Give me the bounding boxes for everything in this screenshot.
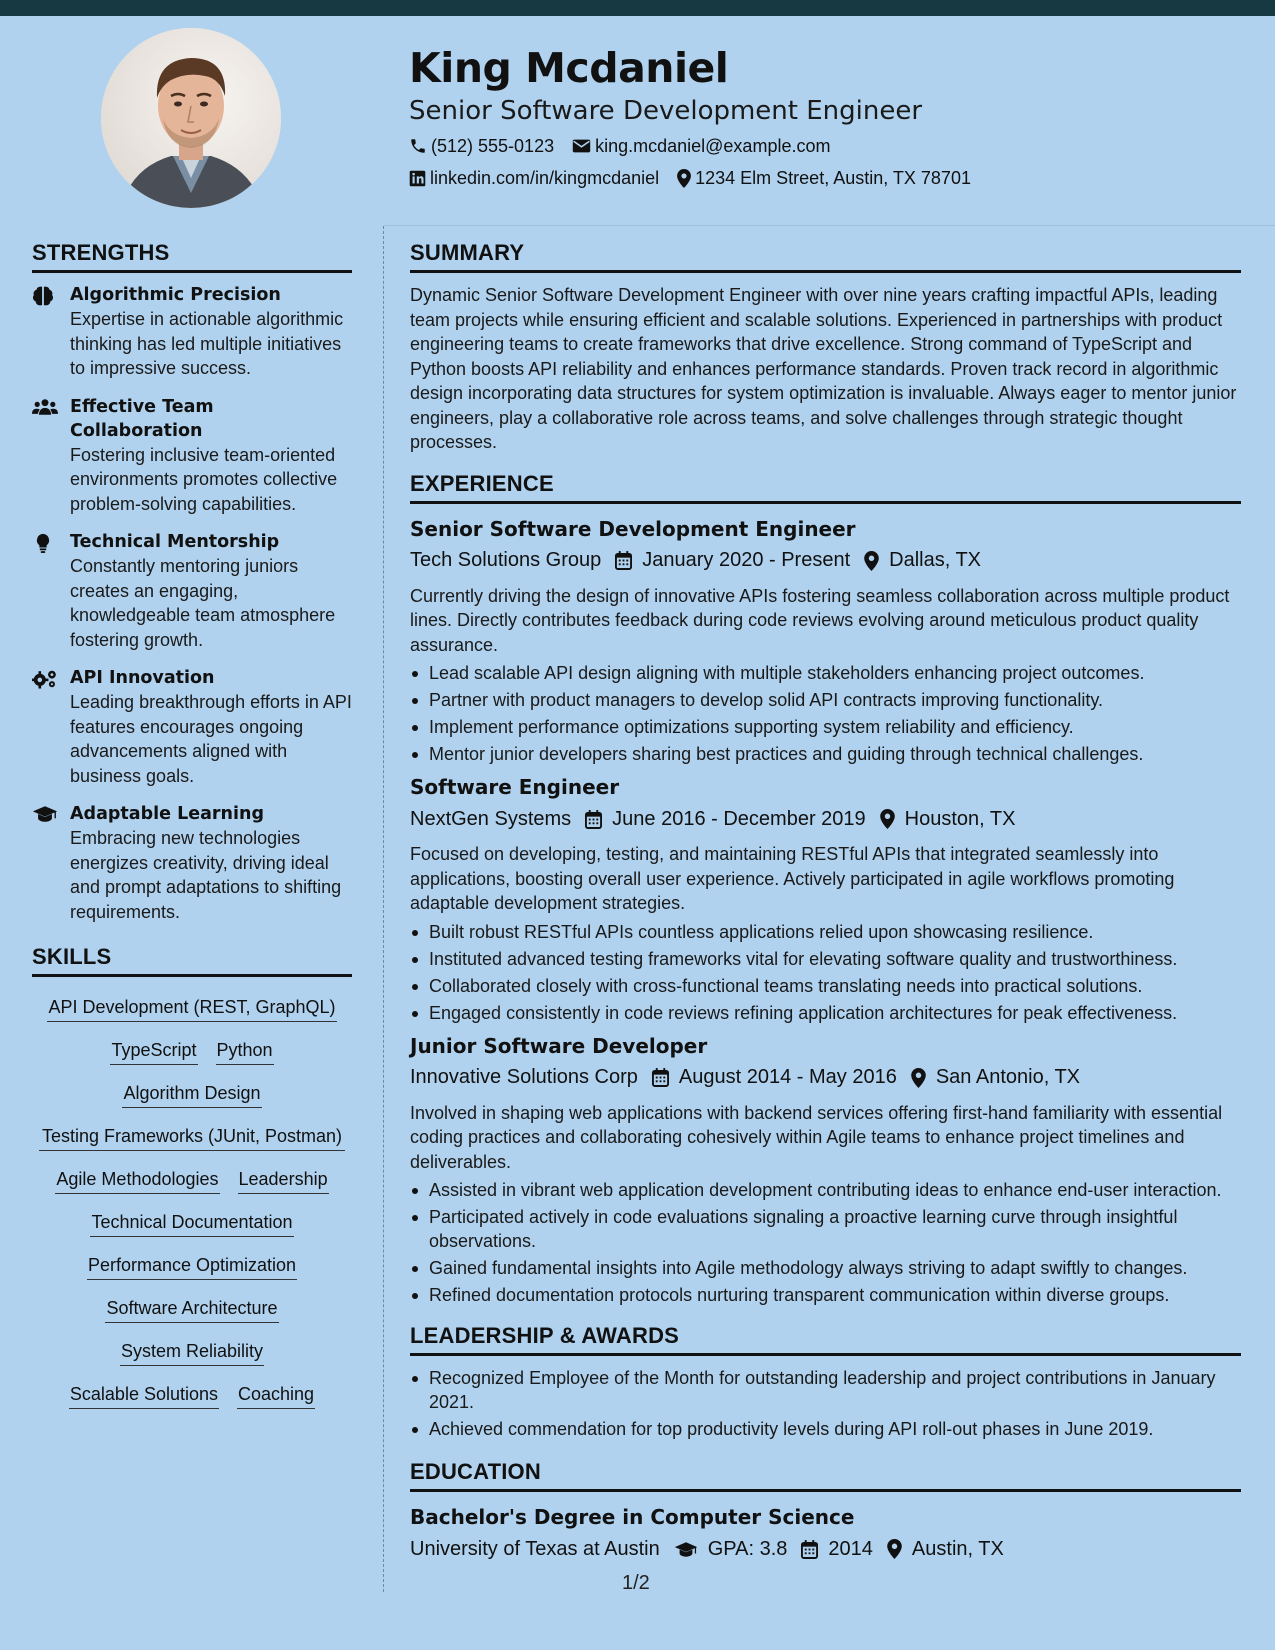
education-heading: EDUCATION	[410, 1459, 1241, 1492]
summary-heading: SUMMARY	[410, 240, 1241, 273]
skill-tag: Python	[216, 1038, 274, 1065]
job-bullet: Refined documentation protocols nurturing transparent communication within diverse groups.	[410, 1283, 1241, 1307]
linkedin-contact	[409, 168, 659, 189]
job-title: Junior Software Developer	[410, 1033, 708, 1058]
strength-item	[32, 395, 352, 517]
job-bullet: Gained fundamental insights into Agile methodology always striving to adapt swiftly to changes.	[410, 1256, 1241, 1280]
strength-desc: Fostering inclusive team-oriented environments promotes collective problem-solving capabilities.	[70, 444, 338, 514]
header-divider	[384, 225, 1275, 226]
graduation-cap-icon	[32, 805, 58, 823]
address-contact	[677, 168, 971, 189]
skill-tag: Scalable Solutions	[69, 1382, 219, 1409]
skill-tag: System Reliability	[120, 1339, 264, 1366]
map-pin-icon	[880, 809, 895, 829]
strength-desc: Leading breakthrough efforts in API features encourages ongoing advancements aligned with business goals.	[70, 692, 352, 786]
job-entry	[410, 1031, 1241, 1308]
candidate-name: King Mcdaniel	[409, 44, 729, 92]
job-meta	[410, 802, 1241, 836]
education-meta	[410, 1532, 1241, 1566]
job-bullet: Partner with product managers to develop solid API contracts improving functionality.	[410, 688, 1241, 712]
skill-tag: Performance Optimization	[87, 1253, 297, 1280]
awards-heading: LEADERSHIP & AWARDS	[410, 1323, 1241, 1356]
skill-tag: TypeScript	[110, 1038, 197, 1065]
skill-tag: Algorithm Design	[122, 1081, 261, 1108]
job-bullet: Participated actively in code evaluations signaling a proactive learning curve through insightful observations.	[410, 1205, 1241, 1253]
map-pin-icon	[911, 1068, 926, 1088]
contact-row-2	[409, 162, 1249, 194]
awards-list	[410, 1366, 1241, 1441]
phone-contact	[409, 136, 554, 157]
job-entry	[410, 514, 1241, 767]
strength-title: Technical Mentorship	[70, 532, 280, 552]
skill-tag: Technical Documentation	[90, 1210, 293, 1237]
job-bullet: Assisted in vibrant web application development contributing ideas to enhance end-user interaction.	[410, 1178, 1241, 1202]
skills-list	[32, 987, 352, 1409]
award-item: Achieved commendation for top productivity levels during API roll-out phases in June 2019.	[410, 1417, 1241, 1441]
job-location: Dallas, TX	[889, 549, 982, 571]
skill-tag: API Development (REST, GraphQL)	[47, 995, 336, 1022]
job-bullet: Mentor junior developers sharing best practices and guiding through technical challenges.	[410, 742, 1241, 766]
skill-tag: Software Architecture	[105, 1296, 278, 1323]
address-text: 1234 Elm Street, Austin, TX 78701	[695, 167, 971, 188]
strength-title: Algorithmic Precision	[70, 285, 281, 305]
job-company: Tech Solutions Group	[410, 549, 602, 571]
lightbulb-icon	[32, 533, 54, 553]
page-number: 1/2	[622, 1572, 650, 1594]
phone-icon	[409, 137, 427, 155]
map-pin-icon	[864, 551, 879, 571]
gears-icon	[32, 669, 58, 689]
job-bullet: Implement performance optimizations supporting system reliability and efficiency.	[410, 715, 1241, 739]
job-meta	[410, 544, 1241, 578]
linkedin-text[interactable]: linkedin.com/in/kingmcdaniel	[430, 167, 660, 188]
strength-title: Effective Team Collaboration	[70, 396, 214, 441]
strength-title: API Innovation	[70, 668, 215, 688]
skill-tag: Coaching	[237, 1382, 315, 1409]
calendar-icon	[585, 810, 602, 829]
strength-desc: Constantly mentoring juniors creates an engaging, knowledgeable team atmosphere fostering growth.	[70, 556, 336, 650]
award-item: Recognized Employee of the Month for outstanding leadership and project contributions in January 2021.	[410, 1366, 1241, 1414]
job-description: Focused on developing, testing, and maintaining RESTful APIs that integrated seamlessly into applications, boosting overall user experience. Actively participated in agile workflows promoting adaptable development strategies.	[410, 844, 1175, 913]
job-title: Software Engineer	[410, 775, 620, 799]
job-company: Innovative Solutions Corp	[410, 1066, 638, 1088]
contact-row-1	[409, 130, 1249, 162]
map-pin-icon	[887, 1539, 902, 1559]
candidate-title: Senior Software Development Engineer	[409, 96, 923, 126]
graduation-cap-icon	[674, 1541, 698, 1558]
summary-text: Dynamic Senior Software Development Engineer with over nine years crafting impactful APIs, leading team projects while ensuring efficient and scalable solutions. Experienced in partnerships with product engineering teams to create frameworks that drive excellence. Strong command of TypeScript and Python boosts API reliability and enhances performance standards. Proven track record in algorithmic design incorporating data structures for system optimization is invaluable. Always eager to mentor junior engineers, play a collaborative role across teams, and solve challenges through strategic thought processes.	[410, 285, 1237, 452]
strength-desc: Embracing new technologies energizes creativity, driving ideal and prompt adaptations to shifting requirements.	[70, 828, 342, 922]
strength-item	[32, 530, 352, 652]
gpa-text: GPA: 3.8	[707, 1537, 788, 1560]
job-bullets	[410, 920, 1241, 1025]
map-pin-icon	[677, 169, 691, 188]
job-dates: January 2020 - Present	[642, 549, 851, 571]
job-description: Currently driving the design of innovative APIs fostering seamless collaboration across multiple product lines. Directly contributes feedback during code reviews evolving around meticulous product quality assurance.	[410, 585, 1230, 655]
job-dates: August 2014 - May 2016	[678, 1066, 897, 1088]
column-divider	[383, 226, 384, 1592]
email-text[interactable]: king.mcdaniel@example.com	[595, 135, 831, 156]
job-location: San Antonio, TX	[935, 1066, 1081, 1088]
job-bullet: Instituted advanced testing frameworks vital for elevating software quality and trustworthiness.	[410, 947, 1241, 971]
users-icon	[32, 398, 58, 416]
envelope-icon	[572, 138, 591, 154]
phone-text[interactable]: (512) 555-0123	[431, 135, 555, 156]
resume-header	[409, 42, 1249, 194]
strength-title: Adaptable Learning	[70, 804, 264, 824]
calendar-icon	[615, 551, 632, 570]
strength-desc: Expertise in actionable algorithmic thinking has led multiple initiatives to impressive success.	[70, 309, 344, 378]
school-name: University of Texas at Austin	[410, 1537, 660, 1560]
job-bullet: Engaged consistently in code reviews refining application architectures for peak effectiveness.	[410, 1001, 1241, 1025]
profile-photo	[101, 28, 281, 208]
education-year: 2014	[828, 1537, 873, 1560]
top-accent-bar	[0, 0, 1275, 16]
job-location: Houston, TX	[904, 807, 1016, 830]
job-bullets	[410, 1178, 1241, 1307]
skill-tag: Leadership	[238, 1167, 329, 1194]
main-column	[410, 240, 1241, 1572]
email-contact	[572, 136, 830, 157]
linkedin-icon	[409, 170, 426, 187]
job-title: Senior Software Development Engineer	[410, 516, 856, 541]
sidebar	[32, 240, 352, 1425]
job-bullets	[410, 661, 1241, 766]
strength-item	[32, 802, 352, 924]
job-dates: June 2016 - December 2019	[612, 807, 866, 830]
brain-icon	[32, 286, 54, 306]
job-entry	[410, 772, 1241, 1025]
skills-heading: SKILLS	[32, 944, 352, 977]
experience-heading: EXPERIENCE	[410, 471, 1241, 504]
strength-item	[32, 283, 352, 381]
degree-title: Bachelor's Degree in Computer Science	[410, 1505, 855, 1529]
job-bullet: Lead scalable API design aligning with multiple stakeholders enhancing project outcomes.	[410, 661, 1241, 685]
job-company: NextGen Systems	[410, 807, 572, 830]
calendar-icon	[652, 1068, 669, 1087]
skill-tag: Agile Methodologies	[55, 1167, 219, 1194]
job-meta	[410, 1061, 1241, 1095]
skill-tag: Testing Frameworks (JUnit, Postman)	[39, 1124, 345, 1151]
education-location: Austin, TX	[911, 1537, 1004, 1560]
strength-item	[32, 666, 352, 788]
strengths-heading: STRENGTHS	[32, 240, 352, 273]
calendar-icon	[801, 1540, 818, 1559]
job-bullet: Collaborated closely with cross-functional teams translating needs into practical solutions.	[410, 974, 1241, 998]
job-bullet: Built robust RESTful APIs countless applications relied upon showcasing resilience.	[410, 920, 1241, 944]
job-description: Involved in shaping web applications with backend services offering first-hand familiarity with essential coding practices and collaborating cohesively within Agile teams to enhance project timelines and deliverables.	[410, 1102, 1223, 1172]
